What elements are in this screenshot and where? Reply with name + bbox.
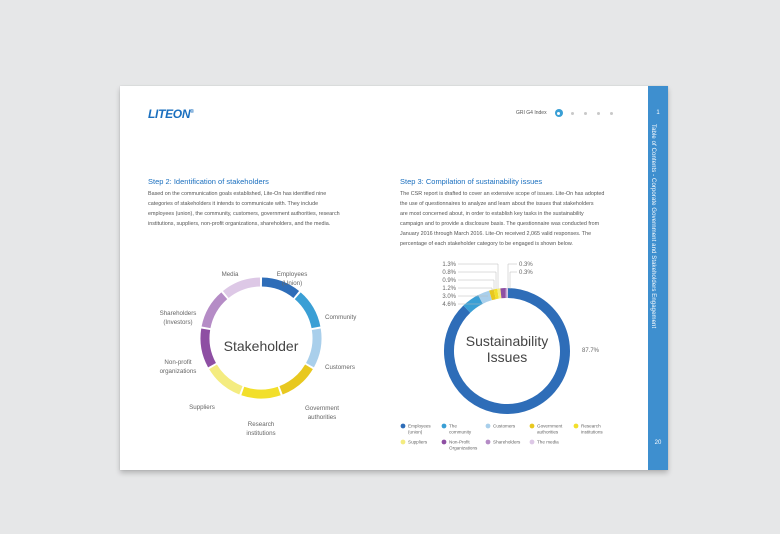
donut-value-label: 0.8% xyxy=(442,270,456,276)
ring-segment xyxy=(206,296,224,328)
section-sidebar[interactable] xyxy=(648,86,668,470)
diagram-canvas xyxy=(120,86,648,470)
legend-label: The media xyxy=(537,439,559,445)
legend-swatch xyxy=(530,440,535,445)
text-line: employees (union), the community, customers, government authorities, research xyxy=(148,211,340,217)
ring-label-customers: Customers xyxy=(325,364,355,371)
legend-swatch xyxy=(486,424,491,429)
stakeholder-center-label: Stakeholder xyxy=(223,338,299,354)
text-line: institutions, suppliers, non-profit organizations, shareholders, and the media. xyxy=(148,221,331,227)
donut-value-label: 0.3% xyxy=(519,270,533,276)
legend-swatch xyxy=(442,440,447,445)
donut-legend xyxy=(401,424,604,451)
liteon-logo[interactable]: LITEON® xyxy=(148,107,194,121)
donut-segment xyxy=(467,299,481,309)
ring-segment xyxy=(205,329,212,365)
ring-label-suppliers: Suppliers xyxy=(189,404,215,411)
donut-value-label: 0.9% xyxy=(442,278,456,284)
legend-label: Employees xyxy=(408,423,431,429)
ring-label-research: Research xyxy=(247,421,275,428)
report-page xyxy=(120,86,668,470)
donut-center-label: Sustainability xyxy=(465,333,549,349)
ring-label-media: Media xyxy=(221,271,239,278)
text-line: The CSR report is drafted to cover an extensive scope of issues. Lite-On has adopted xyxy=(400,191,605,197)
legend-swatch xyxy=(530,424,535,429)
donut-value-label: 87.7% xyxy=(582,348,600,354)
sidebar-section-title[interactable]: Table of Contents - Corporate Government and Stakeholders Engagement xyxy=(650,124,656,329)
text-line: the use of questionnaires to analyze and learn about the issues that stakeholders xyxy=(400,201,594,207)
text-line: percentage of each stakeholder category to be engaged is shown below. xyxy=(400,241,573,247)
legend-swatch xyxy=(486,440,491,445)
ring-label-shareholders-line2: (Investors) xyxy=(163,319,193,326)
donut-value-label: 4.6% xyxy=(442,302,456,308)
page-number: 20 xyxy=(654,440,662,446)
donut-value-label: 1.3% xyxy=(442,262,456,268)
legend-label: community xyxy=(449,429,472,435)
legend-label: Research xyxy=(581,423,601,429)
legend-swatch xyxy=(401,440,406,445)
stakeholder-labels xyxy=(160,271,358,437)
ring-label-employees-line2: (Union) xyxy=(281,280,303,287)
legend-label: institutions xyxy=(581,429,603,435)
legend-label: Customers xyxy=(493,423,516,429)
legend-swatch xyxy=(442,424,447,429)
ring-label-nonprofit-line2: organizations xyxy=(159,368,197,375)
legend-swatch xyxy=(574,424,579,429)
text-line: January 2016 through March 2016. Lite-On received 2,065 valid responses. The xyxy=(400,231,592,237)
text-line: are most concerned about, in order to establish key tasks in the sustainability xyxy=(400,211,584,217)
ring-label-employees: Employees xyxy=(276,271,308,278)
ring-segment xyxy=(243,391,279,394)
ring-label-shareholders: Shareholders xyxy=(159,310,197,317)
step3-heading: Step 3: Compilation of sustainability issues xyxy=(400,177,543,186)
legend-label: Government xyxy=(537,423,563,429)
legend-label: Suppliers xyxy=(408,439,428,445)
ring-segment xyxy=(298,296,316,328)
gri-index-link[interactable]: GRI G4 Index xyxy=(516,110,547,116)
ring-segment xyxy=(281,367,309,390)
donut-center-label-line2: Issues xyxy=(486,349,528,365)
sidebar-page-number-top: 1 xyxy=(656,110,660,116)
ring-segment xyxy=(226,282,260,294)
text-line: campaign and to provide a disclosure basis. The questionnaire was conducted from xyxy=(400,221,600,227)
legend-label: Organizations xyxy=(449,445,478,451)
ring-segment xyxy=(213,367,241,390)
legend-label: (union) xyxy=(408,429,423,435)
ring-label-community: Community xyxy=(325,314,357,321)
text-line: Based on the communication goals established, Lite-On has identified nine xyxy=(148,191,327,197)
ring-label-nonprofit: Non-profit xyxy=(164,359,192,366)
step2-heading: Step 2: Identification of stakeholders xyxy=(148,177,269,186)
legend-label: authorities xyxy=(537,429,559,435)
legend-label: Shareholders xyxy=(493,439,521,445)
legend-label: Non-Profit xyxy=(449,439,470,445)
text-line: categories of stakeholders it intends to communicate with. They include xyxy=(148,201,319,207)
donut-segment xyxy=(495,294,498,295)
donut-value-label: 0.3% xyxy=(519,262,533,268)
donut-segment xyxy=(491,294,495,295)
ring-label-government: Government xyxy=(304,405,340,412)
ring-segment xyxy=(310,329,317,365)
ring-label-research-line2: institutions xyxy=(246,430,276,437)
ring-label-government-line2: authorities xyxy=(307,414,337,421)
legend-label: The xyxy=(449,423,457,429)
legend-swatch xyxy=(401,424,406,429)
donut-value-label: 3.0% xyxy=(442,294,456,300)
donut-value-label: 1.2% xyxy=(442,286,456,292)
